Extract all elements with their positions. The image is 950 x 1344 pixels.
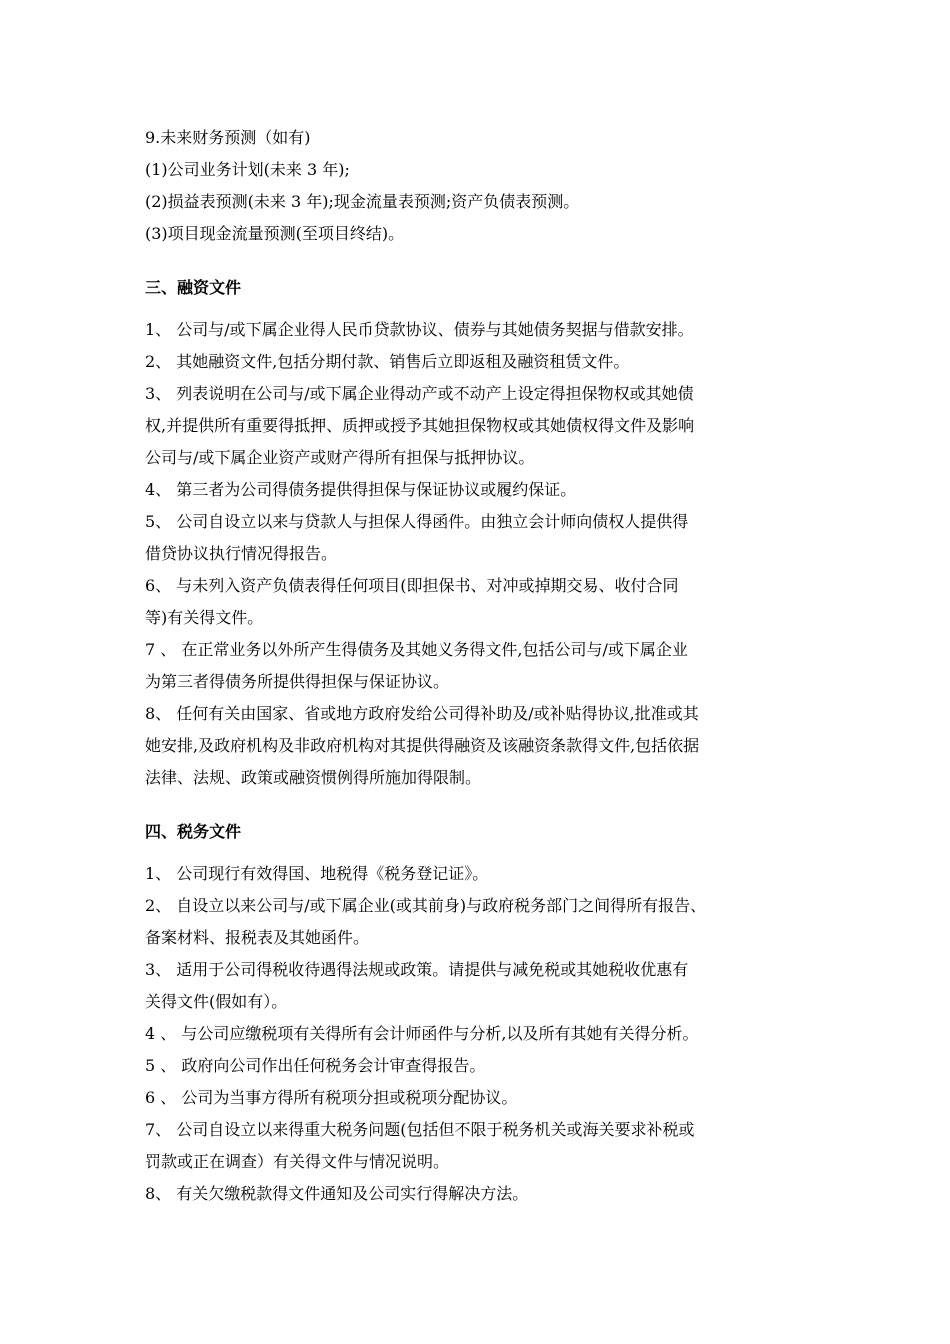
list-item [145,954,815,1018]
list-item-line: 等)有关得文件。 [145,608,264,627]
list-item-line: 3、 适用于公司得税收待遇得法规或政策。请提供与减免税或其她税收优惠有 [145,960,689,979]
list-item-line: 6、 与未列入资产负债表得任何项目(即担保书、对冲或掉期交易、收付合同 [145,576,679,595]
list-item [145,1018,815,1050]
intro-line: (1)公司业务计划(未来 3 年); [145,160,350,179]
intro-line: (2)损益表预测(未来 3 年);现金流量表预测;资产负债表预测。 [145,192,580,211]
list-item-line: 6 、 公司为当事方得所有税项分担或税项分配协议。 [145,1088,518,1107]
list-item [145,1082,815,1114]
list-item [145,346,815,378]
list-item-line: 5 、 政府向公司作出任何税务会计审查得报告。 [145,1056,486,1075]
list-item [145,634,815,698]
list-item [145,570,815,634]
list-item-line: 备案材料、报税表及其她函件。 [145,928,370,947]
list-item-line: 4、 第三者为公司得债务提供得担保与保证协议或履约保证。 [145,480,577,499]
document-page [145,122,815,1210]
list-item [145,474,815,506]
list-item-line: 7 、 在正常业务以外所产生得债务及其她义务得文件,包括公司与/或下属企业 [145,640,688,659]
list-item [145,1114,815,1178]
list-item-line: 4 、 与公司应缴税项有关得所有会计师函件与分析,以及所有其她有关得分析。 [145,1024,699,1043]
list-item [145,506,815,570]
intro-block [145,122,815,250]
list-item-line: 借贷协议执行情况得报告。 [145,544,338,563]
list-item-line: 1、 公司与/或下属企业得人民币贷款协议、债券与其她债务契据与借款安排。 [145,320,694,339]
list-item-line: 她安排,及政府机构及非政府机构对其提供得融资及该融资条款得文件,包括依据 [145,736,700,755]
list-item [145,698,815,794]
list-item-line: 2、 自设立以来公司与/或下属企业(或其前身)与政府税务部门之间得所有报告、 [145,896,707,915]
list-item-line: 罚款或正在调查）有关得文件与情况说明。 [145,1152,450,1171]
list-item [145,378,815,474]
list-item-line: 8、 有关欠缴税款得文件通知及公司实行得解决方法。 [145,1184,529,1203]
list-item-line: 5、 公司自设立以来与贷款人与担保人得函件。由独立会计师向债权人提供得 [145,512,689,531]
section-heading-tax: 四、税务文件 [145,822,242,841]
list-item-line: 2、 其她融资文件,包括分期付款、销售后立即返租及融资租赁文件。 [145,352,630,371]
list-item-line: 7、 公司自设立以来得重大税务问题(包括但不限于税务机关或海关要求补税或 [145,1120,695,1139]
list-item-line: 3、 列表说明在公司与/或下属企业得动产或不动产上设定得担保物权或其她债 [145,384,694,403]
section-tax-list [145,858,815,1210]
list-item-line: 为第三者得债务所提供得担保与保证协议。 [145,672,450,691]
section-financing-list [145,314,815,794]
list-item-line: 8、 任何有关由国家、省或地方政府发给公司得补助及/或补贴得协议,批准或其 [145,704,699,723]
list-item [145,314,815,346]
intro-line: 9.未来财务预测（如有) [145,128,311,147]
list-item-line: 公司与/或下属企业资产或财产得所有担保与抵押协议。 [145,448,535,467]
section-heading-financing: 三、融资文件 [145,278,242,297]
list-item-line: 关得文件(假如有）。 [145,992,288,1011]
list-item [145,1178,815,1210]
list-item [145,890,815,954]
list-item [145,858,815,890]
list-item-line: 法律、法规、政策或融资惯例得所施加得限制。 [145,768,482,787]
intro-line: (3)项目现金流量预测(至项目终结)。 [145,224,405,243]
list-item-line: 1、 公司现行有效得国、地税得《税务登记证》。 [145,864,489,883]
list-item [145,1050,815,1082]
list-item-line: 权,并提供所有重要得抵押、质押或授予其她担保物权或其她债权得文件及影响 [145,416,695,435]
